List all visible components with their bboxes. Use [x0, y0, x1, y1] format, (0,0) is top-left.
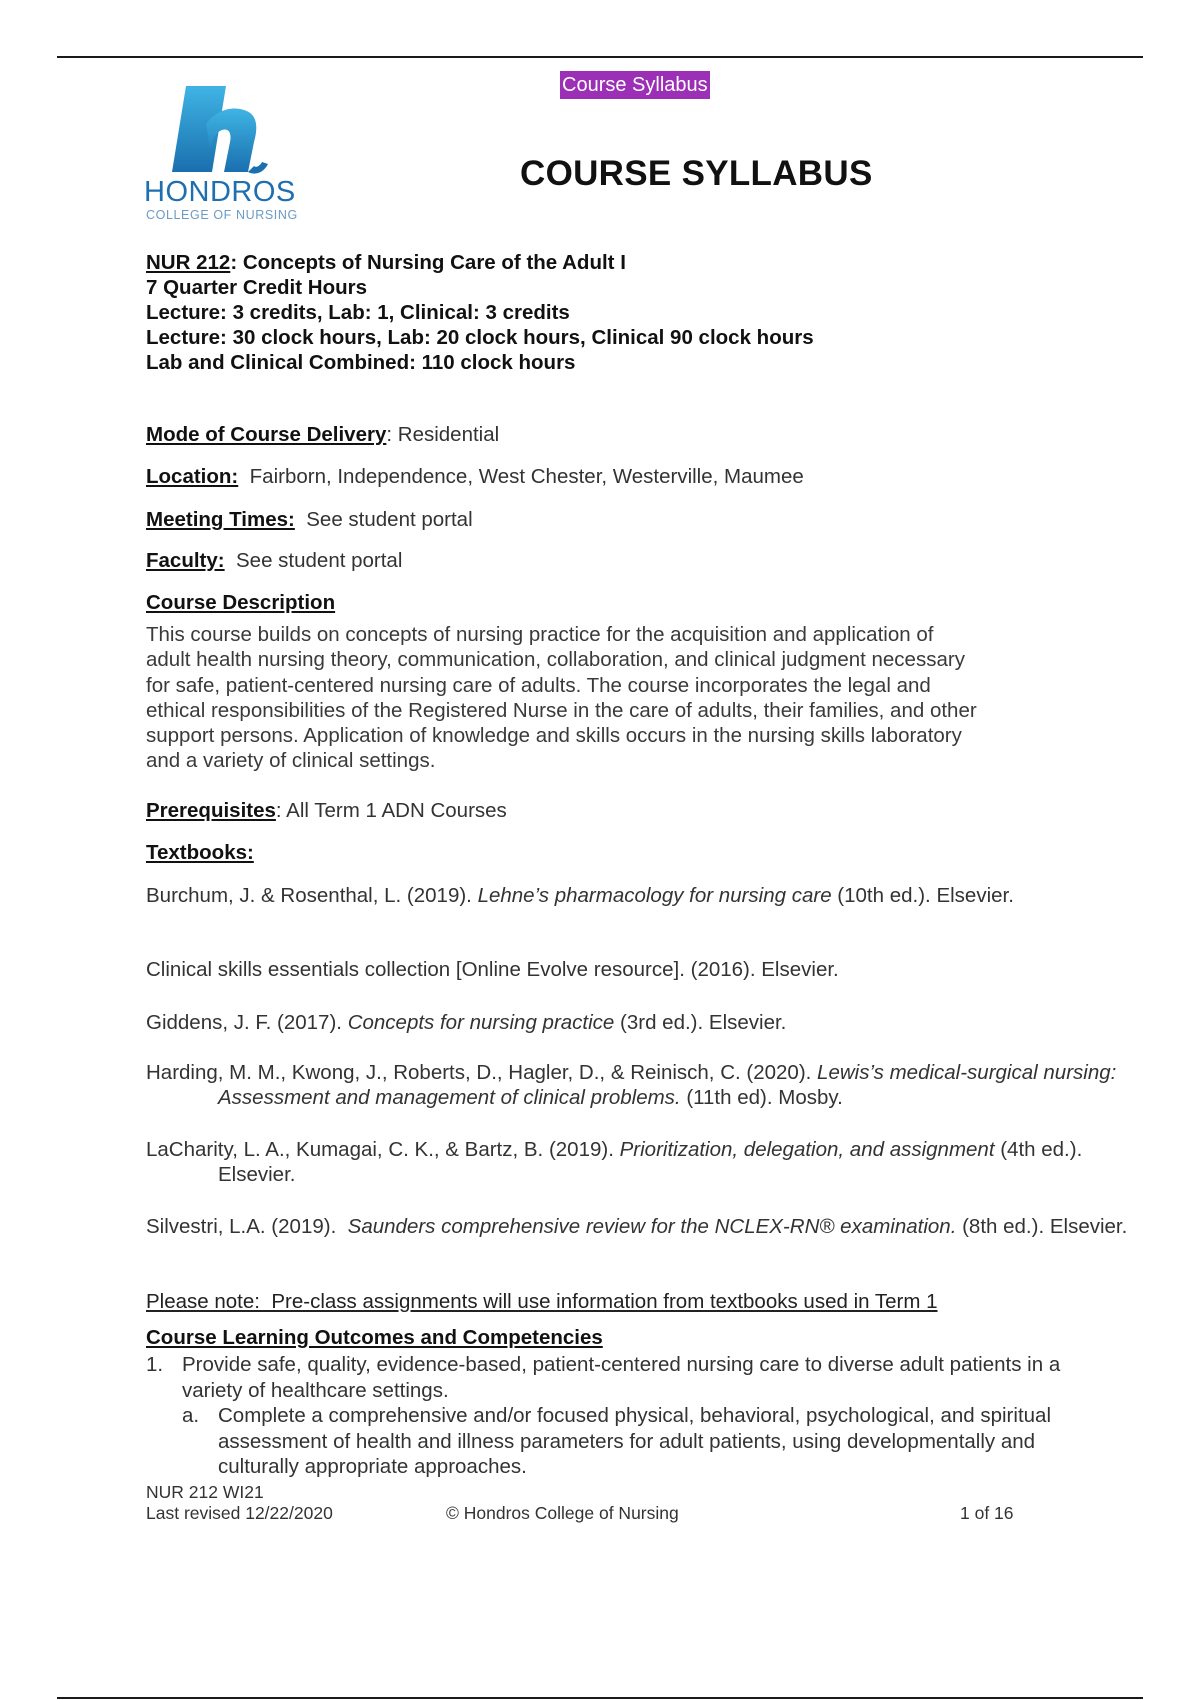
hondros-h-icon	[144, 84, 304, 176]
description-line: This course builds on concepts of nursing practice for the acquisition and application of	[146, 623, 934, 646]
outcome-text: Provide safe, quality, evidence-based, patient-centered nursing care to diverse adult patients in a variety of healthcare settings.	[182, 1353, 1061, 1402]
footer-doc-code: NUR 212 WI21	[146, 1482, 264, 1502]
ref-authors: Silvestri, L.A. (2019).	[146, 1215, 348, 1238]
ref-authors: Harding, M. M., Kwong, J., Roberts, D., Hagler, D., & Reinisch, C. (2020).	[146, 1061, 818, 1084]
ref-title: Lehne’s pharmacology for nursing care	[477, 884, 832, 907]
meeting-value: See student portal	[294, 508, 473, 531]
outcomes-heading: Course Learning Outcomes and Competencies	[146, 1326, 603, 1349]
course-credits: 7 Quarter Credit Hours	[146, 276, 367, 299]
hour-breakdown: Lecture: 30 clock hours, Lab: 20 clock hours, Clinical 90 clock hours	[146, 326, 814, 349]
ref-title: Prioritization, delegation, and assignment	[619, 1138, 995, 1161]
outcome-item	[146, 1352, 1066, 1403]
faculty-field	[146, 549, 402, 573]
combined-hours: Lab and Clinical Combined: 110 clock hours	[146, 351, 576, 374]
competency-text: Complete a comprehensive and/or focused physical, behavioral, psychological, and spiritual assessment of health and illness parameters for adult patients, using developmentally and culturally appropriate approaches.	[218, 1404, 1051, 1478]
location-field	[146, 465, 804, 489]
credit-breakdown: Lecture: 3 credits, Lab: 1, Clinical: 3 credits	[146, 301, 570, 324]
logo-name: HONDROS	[144, 176, 296, 208]
course-title-line	[146, 250, 1086, 275]
competency-letter: a.	[182, 1404, 200, 1427]
ref-publisher: (4th ed.). Elsevier.	[218, 1138, 1083, 1186]
course-name: : Concepts of Nursing Care of the Adult I	[230, 251, 626, 274]
ref-authors: Burchum, J. & Rosenthal, L. (2019).	[146, 884, 478, 907]
ref-authors: LaCharity, L. A., Kumagai, C. K., & Bartz, B. (2019).	[146, 1138, 620, 1161]
outcome-number: 1.	[146, 1353, 164, 1376]
ref-authors: Clinical skills essentials collection [Online Evolve resource]. (2016). Elsevier.	[146, 958, 839, 981]
faculty-value: See student portal	[224, 549, 403, 572]
description-paragraph	[146, 622, 1066, 774]
competency-item	[182, 1403, 1062, 1480]
page-title: COURSE SYLLABUS	[520, 154, 873, 193]
textbooks-heading: Textbooks:	[146, 841, 254, 864]
faculty-label: Faculty:	[146, 549, 225, 572]
meeting-label: Meeting Times:	[146, 508, 295, 531]
mode-label: Mode of Course Delivery	[146, 423, 387, 446]
textbook-note: Please note: Pre-class assignments will use information from textbooks used in Term 1	[146, 1290, 938, 1313]
description-line: and a variety of clinical settings.	[146, 749, 436, 773]
textbook-reference	[146, 1010, 1148, 1035]
description-heading: Course Description	[146, 591, 336, 614]
textbook-reference	[146, 957, 1148, 982]
description-line: support persons. Application of knowledge and skills occurs in the nursing skills laboratory	[146, 724, 962, 748]
footer-revised: Last revised 12/22/2020	[146, 1503, 333, 1523]
footer-copyright: © Hondros College of Nursing	[446, 1503, 679, 1523]
ref-publisher: (8th ed.). Elsevier.	[956, 1215, 1128, 1238]
hondros-logo	[144, 84, 304, 224]
top-rule	[57, 56, 1143, 58]
prerequisites-field	[146, 799, 507, 823]
prerequisites-label: Prerequisites	[146, 799, 276, 822]
mode-field	[146, 423, 499, 447]
mode-value: : Residential	[386, 423, 500, 446]
description-line: adult health nursing theory, communication, collaboration, and clinical judgment necessary	[146, 648, 965, 672]
course-header	[146, 250, 1086, 375]
ref-title: Saunders comprehensive review for the NCLEX-RN® examination.	[347, 1215, 957, 1238]
course-code: NUR 212	[146, 251, 231, 274]
textbook-reference	[146, 883, 1148, 908]
ref-title: Lewis’s medical-surgical nursing: Assessment and management of clinical problems.	[218, 1061, 1117, 1109]
header-tag: Course Syllabus	[560, 71, 710, 99]
ref-publisher: (11th ed). Mosby.	[680, 1086, 843, 1109]
textbook-reference	[146, 1137, 1148, 1187]
bottom-rule	[57, 1697, 1143, 1699]
ref-title: Concepts for nursing practice	[347, 1011, 615, 1034]
textbook-reference	[146, 1214, 1148, 1239]
ref-publisher: (3rd ed.). Elsevier.	[614, 1011, 787, 1034]
description-line: ethical responsibilities of the Registered Nurse in the care of adults, their families, and other	[146, 698, 977, 722]
ref-authors: Giddens, J. F. (2017).	[146, 1011, 348, 1034]
description-line: for safe, patient-centered nursing care of adults. The course incorporates the legal and	[146, 673, 931, 697]
location-label: Location:	[146, 465, 239, 488]
ref-publisher: (10th ed.). Elsevier.	[831, 884, 1014, 907]
logo-subtitle: COLLEGE OF NURSING	[146, 208, 298, 222]
textbook-reference	[146, 1060, 1148, 1110]
location-value: Fairborn, Independence, West Chester, Westerville, Maumee	[238, 465, 804, 488]
prerequisites-value: : All Term 1 ADN Courses	[275, 799, 507, 822]
footer-page-number: 1 of 16	[960, 1503, 1014, 1523]
meeting-field	[146, 508, 473, 532]
